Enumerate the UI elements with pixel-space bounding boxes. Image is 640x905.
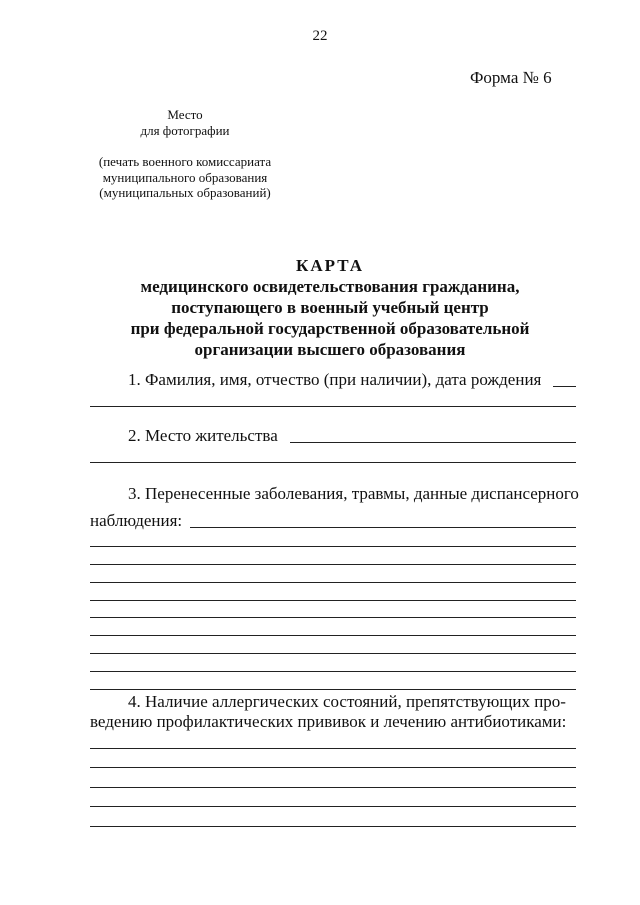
photo-place-label: Место	[167, 107, 203, 122]
question-4-label-line2: ведению профилактических прививок и лечению антибиотиками:	[90, 712, 567, 731]
title-line-3: при федеральной государственной образовательной	[130, 319, 530, 338]
question-3-answer-line[interactable]	[90, 671, 576, 672]
question-3-answer-line[interactable]	[90, 653, 576, 654]
question-3-answer-line[interactable]	[90, 546, 576, 547]
question-3-answer-line[interactable]	[90, 689, 576, 690]
question-1-short-line	[553, 386, 576, 387]
question-3-answer-line[interactable]	[90, 617, 576, 618]
page-number: 22	[312, 28, 328, 44]
question-1-label: 1. Фамилия, имя, отчество (при наличии), дата рождения	[128, 370, 542, 389]
question-1-answer-line[interactable]	[90, 406, 576, 407]
question-3-label-line1: 3. Перенесенные заболевания, травмы, данные диспансерного	[128, 484, 579, 503]
question-2-label: 2. Место жительства	[128, 426, 278, 445]
stamp-note-line1: (печать военного комиссариата	[98, 154, 272, 169]
question-2-answer-line-2[interactable]	[90, 462, 576, 463]
photo-placeholder	[60, 107, 310, 201]
question-3-answer-line[interactable]	[90, 582, 576, 583]
title-line-4: организации высшего образования	[194, 340, 466, 359]
form-number-label: Форма № 6	[470, 68, 552, 87]
question-3-answer-line[interactable]	[90, 635, 576, 636]
question-4-label-line1: 4. Наличие аллергических состояний, препятствующих про-	[128, 692, 566, 711]
question-4-answer-line[interactable]	[90, 806, 576, 807]
question-3-answer-line[interactable]	[90, 600, 576, 601]
question-2-answer-line[interactable]	[290, 442, 576, 443]
photo-place-sublabel: для фотографии	[140, 122, 230, 138]
question-4-answer-line[interactable]	[90, 748, 576, 749]
title-line-2: поступающего в военный учебный центр	[171, 298, 489, 317]
title-main: КАРТА	[296, 256, 364, 275]
title-line-1: медицинского освидетельствования гражданина,	[140, 277, 520, 296]
question-3-label-line2: наблюдения:	[90, 511, 183, 530]
question-4-answer-line[interactable]	[90, 826, 576, 827]
question-3-answer-line[interactable]	[190, 527, 576, 528]
question-4-answer-line[interactable]	[90, 767, 576, 768]
question-4-answer-line[interactable]	[90, 787, 576, 788]
document-title	[60, 255, 600, 360]
question-3-answer-line[interactable]	[90, 564, 576, 565]
stamp-note-line2: муниципального образования	[102, 169, 268, 185]
stamp-note-line3: (муниципальных образований)	[99, 185, 271, 200]
